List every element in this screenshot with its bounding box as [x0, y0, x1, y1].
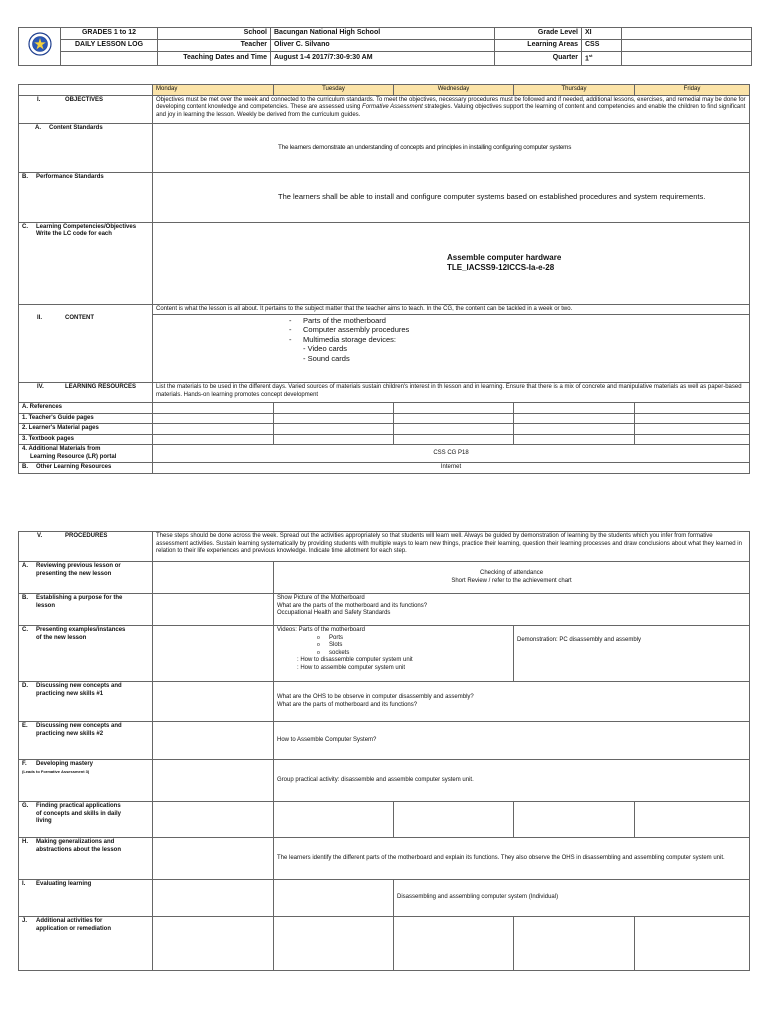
procedure-h-label: H. Making generalizations and abstractions about the lesson: [19, 838, 153, 880]
additional-materials-label: 4. Additional Materials from Learning Resource (LR) portal: [19, 445, 153, 463]
deped-seal-icon: [28, 32, 52, 56]
day-monday: Monday: [153, 85, 274, 96]
procedure-a-value: Checking of attendance Short Review / refer to the achievement chart: [274, 562, 750, 594]
content-subtopic: - Sound cards: [303, 353, 350, 363]
other-resources-label: B. Other Learning Resources: [19, 463, 153, 474]
procedure-d-label: D. Discussing new concepts and practicing new skills #1: [19, 682, 153, 722]
day-wednesday: Wednesday: [394, 85, 514, 96]
procedure-e-value: How to Assemble Computer System?: [274, 722, 750, 760]
competency-code: TLE_IACSS9-12ICCS-Ia-e-28: [447, 263, 555, 272]
grade-level-value: XI: [582, 28, 622, 40]
content-standards-label: A. Content Standards: [19, 123, 153, 172]
content-label: II. CONTENT: [19, 304, 153, 383]
procedure-f-label: F. Developing mastery (Leads to Formative Assessment 3): [19, 760, 153, 802]
procedure-b-label: B. Establishing a purpose for the lesson: [19, 594, 153, 626]
motherboard-parts-list: [277, 635, 510, 658]
dates-label: Teaching Dates and Time: [158, 51, 271, 65]
references-label: A. References: [19, 403, 153, 414]
procedure-c-demo: Demonstration: PC disassembly and assembly: [514, 626, 750, 682]
performance-standards-label: B. Performance Standards: [19, 172, 153, 222]
grade-level-label: Grade Level: [495, 28, 582, 40]
day-header-blank: [19, 85, 153, 96]
deped-seal-cell: [19, 28, 61, 66]
procedure-e-label: E. Discussing new concepts and practicing new skills #2: [19, 722, 153, 760]
header-blank-2: [622, 39, 752, 51]
competency-title: Assemble computer hardware: [447, 253, 562, 262]
teacher-label: Teacher: [158, 39, 271, 51]
textbook-label: 3. Textbook pages: [19, 434, 153, 445]
competencies-value: [153, 222, 750, 304]
learning-areas-value: CSS: [582, 39, 622, 51]
other-resources-value: Internet: [153, 463, 750, 474]
day-friday: Friday: [635, 85, 750, 96]
procedure-b-value: Show Picture of the Motherboard What are the parts of the motherboard and its functions? Occupational Health and Safety Standards: [274, 594, 750, 626]
day-tuesday: Tuesday: [274, 85, 394, 96]
procedure-a-label: A. Reviewing previous lesson or presenting the new lesson: [19, 562, 153, 594]
objectives-desc: Objectives must be met over the week and connected to the curriculum standards. To meet the objectives, necessary procedures must be followed and if needed, additional lessons, exercises, and remedial may be done for developing content knowledge and competencies. These are assessed using Formative Assessment strategies. Valuing objectives support the learning of content and competencies and enable the children to find significant and joy in learning the lesson. Weekly be derived from the curriculum guides.: [153, 95, 750, 123]
content-topic-item: - Multimedia storage devices:: [289, 335, 746, 344]
performance-standards-value: The learners shall be able to install and configure computer systems based on established procedures and system requirements.: [153, 172, 750, 222]
procedures-desc: These steps should be done across the week. Spread out the activities appropriately so that students will learn well. Always be guided by demonstration of learning by the students which you infer from formative assessment activities. Sustain learning systematically by providing students with multiple ways to learn new things, practice their learning, question their learning processes and draw conclusions about what they learned in relation to their life experiences and previous knowledge. Indicate time allotment for each step.: [153, 532, 750, 562]
school-label: School: [158, 28, 271, 40]
quarter-label: Quarter: [495, 51, 582, 65]
procedure-j-label: J. Additional activities for application or remediation: [19, 917, 153, 971]
learning-resources-desc: List the materials to be used in the different days. Varied sources of materials sustain children's interest in th lesson and in learning. Ensure that there is a mix of concrete and manipulative materials as well as paper-based materials. Hands-on learning promotes concept development: [153, 383, 750, 403]
grades-label: GRADES 1 to 12: [61, 28, 158, 40]
quarter-value: 1st: [582, 51, 622, 65]
procedure-c-label: C. Presenting examples/instances of the new lesson: [19, 626, 153, 682]
procedure-d-value: What are the OHS to be observe in computer disassembly and assembly? What are the parts of motherboard and its functions?: [274, 682, 750, 722]
procedure-i-label: I. Evaluating learning: [19, 880, 153, 917]
motherboard-part-item: o sockets: [317, 650, 510, 658]
content-subtopic: - Video cards: [303, 344, 348, 354]
school-value: Bacungan National High School: [271, 28, 495, 40]
procedure-h-value: The learners identify the different parts of the motherboard and explain its functions. They also observe the OHS in disassembling and assembling computer system unit.: [274, 838, 750, 880]
content-desc: Content is what the lesson is all about. It pertains to the subject matter that the teacher aims to teach. In the CG, the content can be tackled in a week or two.: [153, 304, 750, 315]
competencies-label: C. Learning Competencies/Objectives Write the LC code for each: [19, 222, 153, 304]
daily-lesson-log-label: DAILY LESSON LOG: [61, 39, 158, 51]
content-topics: [153, 315, 750, 383]
motherboard-part-item: o Slots: [317, 642, 510, 650]
teachers-guide-label: 1. Teacher's Guide pages: [19, 413, 153, 424]
procedures-label: V. PROCEDURES: [19, 532, 153, 562]
header-blank-4: [622, 51, 752, 65]
learning-resources-label: IV. LEARNING RESOURCES: [19, 383, 153, 403]
teacher-value: Oliver C. Silvano: [271, 39, 495, 51]
procedure-i-value: Disassembling and assembling computer system (Individual): [394, 880, 750, 917]
content-topic-list: [281, 316, 746, 344]
content-standards-value: The learners demonstrate an understanding of concepts and principles in installing configuring computer systems: [153, 123, 750, 172]
objectives-label: I. OBJECTIVES: [19, 95, 153, 123]
objectives-table: [18, 84, 750, 474]
additional-materials-value: CSS CG P18: [153, 445, 750, 463]
content-topic-item: - Computer assembly procedures: [289, 325, 746, 334]
procedure-c-value: Videos: Parts of the motherboard o Ports o Slots o sockets : How to disassemble computer system unit : How to assemble computer system unit: [274, 626, 514, 682]
header-table: [18, 27, 752, 66]
procedures-table: [18, 531, 750, 971]
motherboard-part-item: o Ports: [317, 635, 510, 643]
content-topic-item: - Parts of the motherboard: [289, 316, 746, 325]
header-blank-1: [622, 28, 752, 40]
procedure-g-label: G. Finding practical applications of concepts and skills in daily living: [19, 802, 153, 838]
procedure-f-value: Group practical activity: disassemble and assemble computer system unit.: [274, 760, 750, 802]
learners-material-label: 2. Learner's Material pages: [19, 424, 153, 435]
header-blank-3: [61, 51, 158, 65]
dates-value: August 1-4 2017/7:30-9:30 AM: [271, 51, 495, 65]
day-thursday: Thursday: [514, 85, 635, 96]
learning-areas-label: Learning Areas: [495, 39, 582, 51]
